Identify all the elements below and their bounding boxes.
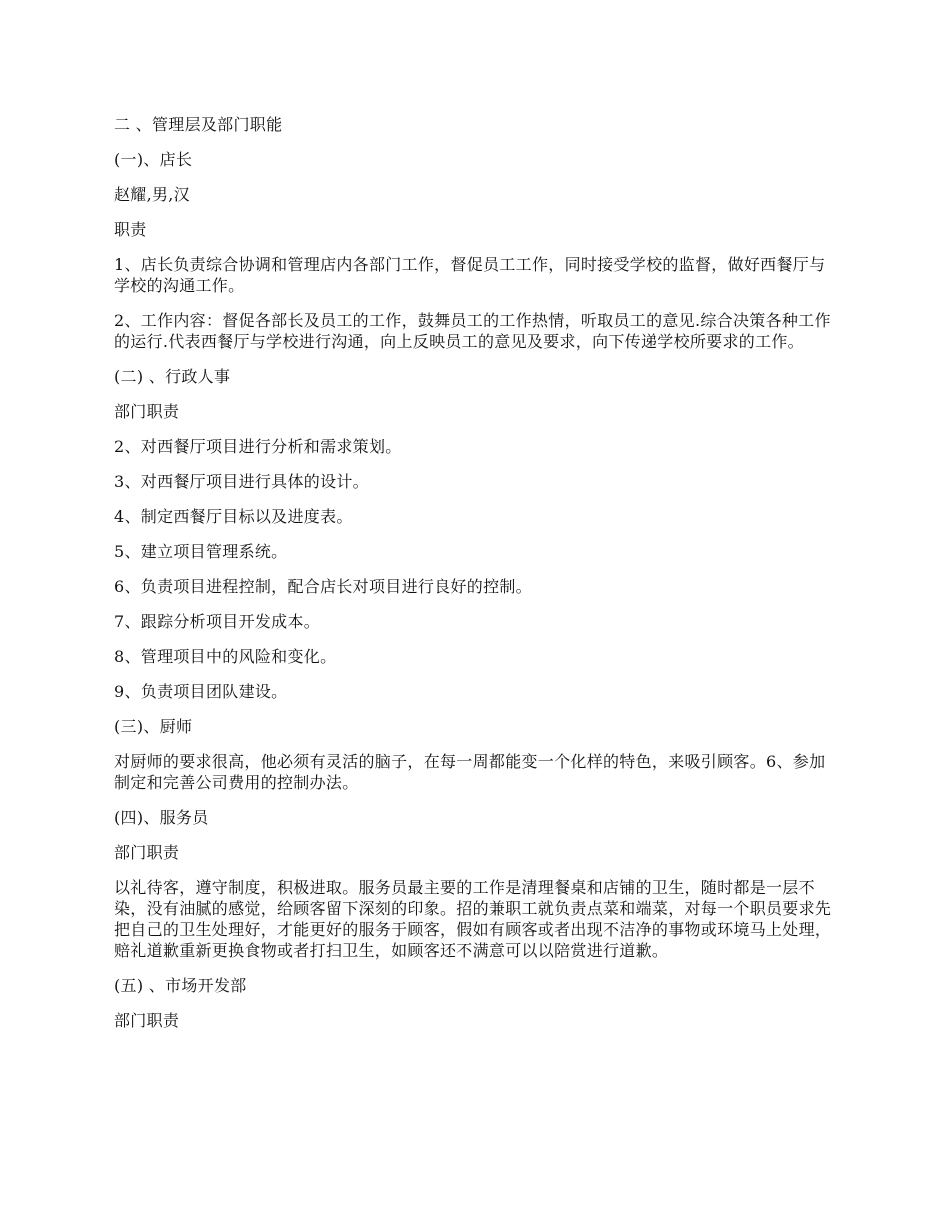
duty-item: 1、店长负责综合协调和管理店内各部门工作，督促员工工作，同时接受学校的监督，做好西餐厅与学校的沟通工作。 bbox=[114, 255, 826, 295]
duty-item: 4、制定西餐厅目标以及进度表。 bbox=[114, 507, 353, 526]
duty-item: 9、负责项目团队建设。 bbox=[114, 682, 288, 701]
duty-item: 2、对西餐厅项目进行分析和需求策划。 bbox=[114, 437, 402, 456]
chef-description: 对厨师的要求很高，他必须有灵活的脑子，在每一周都能变一个化样的特色，来吸引顾客。6、参加制定和完善公司费用的控制办法。 bbox=[114, 752, 826, 792]
subsection-heading-admin: (二) 、行政人事 bbox=[114, 367, 231, 386]
waiter-description: 以礼待客，遵守制度，积极进取。服务员最主要的工作是清理餐桌和店铺的卫生，随时都是一层不染，没有油腻的感觉，给顾客留下深刻的印象。招的兼职工就负责点菜和端菜，对每一个职员要求先把自己的卫生处理好，才能更好的服务于顾客，假如有顾客或者出现不洁净的事物或环境马上处理，赔礼道歉重新更换食物或者打扫卫生，如顾客还不满意可以以陪赏进行道歉。 bbox=[114, 878, 832, 960]
document-page bbox=[114, 114, 834, 1045]
subsection-heading-chef: (三)、厨师 bbox=[114, 717, 193, 736]
department-duties-label: 部门职责 bbox=[114, 402, 180, 421]
duty-item: 7、跟踪分析项目开发成本。 bbox=[114, 612, 321, 631]
duty-item: 2、工作内容：督促各部长及员工的工作，鼓舞员工的工作热情，听取员工的意见.综合决策各种工作的运行.代表西餐厅与学校进行沟通，向上反映员工的意见及要求，向下传递学校所要求的工作。 bbox=[114, 311, 831, 351]
department-duties-label: 部门职责 bbox=[114, 843, 180, 862]
department-duties-label: 部门职责 bbox=[114, 1011, 180, 1030]
duty-item: 8、管理项目中的风险和变化。 bbox=[114, 647, 337, 666]
section-heading: 二 、管理层及部门职能 bbox=[114, 115, 283, 134]
subsection-heading-waiter: (四)、服务员 bbox=[114, 808, 209, 827]
duties-label: 职责 bbox=[114, 220, 147, 239]
duty-item: 3、对西餐厅项目进行具体的设计。 bbox=[114, 472, 369, 491]
duty-item: 6、负责项目进程控制，配合店长对项目进行良好的控制。 bbox=[114, 577, 532, 596]
manager-info: 赵耀,男,汉 bbox=[114, 185, 190, 204]
subsection-heading-marketing: (五) 、市场开发部 bbox=[114, 976, 247, 995]
subsection-heading-manager: (一)、店长 bbox=[114, 150, 193, 169]
duty-item: 5、建立项目管理系统。 bbox=[114, 542, 288, 561]
